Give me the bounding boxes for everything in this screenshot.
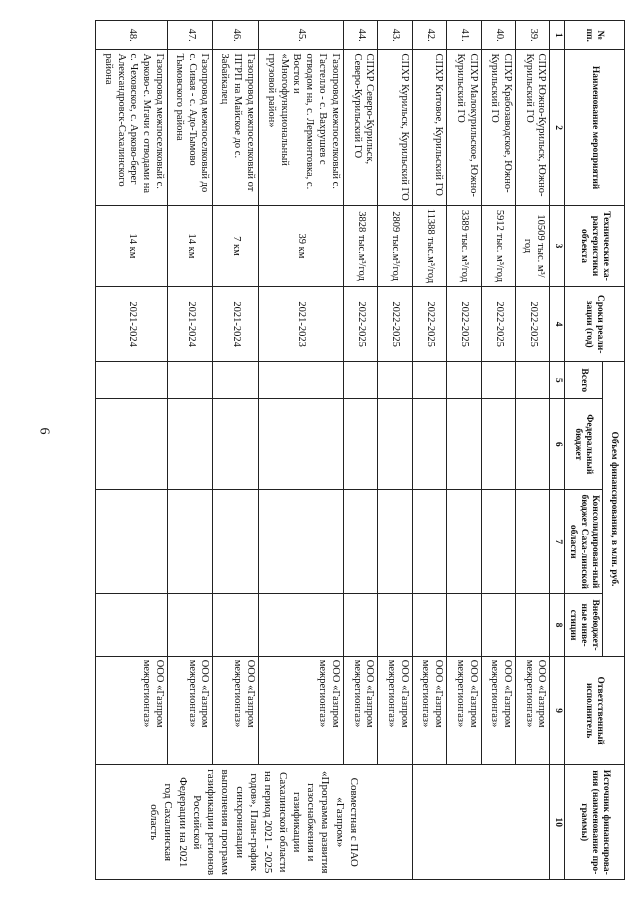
row-total xyxy=(516,362,550,399)
col-number: 7 xyxy=(550,490,565,594)
row-consolidated xyxy=(516,490,550,594)
col-number: 8 xyxy=(550,594,565,656)
row-name: СПХР Южно-Курильск, Южно-Курильский ГО xyxy=(516,50,550,205)
row-total xyxy=(481,362,515,399)
row-exec: ООО «Газпром межрегионгаз» xyxy=(258,656,343,765)
table-row xyxy=(412,21,446,880)
row-num: 41. xyxy=(447,21,481,50)
row-extra xyxy=(516,594,550,656)
table-row xyxy=(378,21,412,880)
row-consolidated xyxy=(481,490,515,594)
row-extra xyxy=(168,594,213,656)
header-name: Наименование мероприятий xyxy=(565,50,625,205)
header-executor: Ответственный исполнитель xyxy=(565,656,625,765)
row-total xyxy=(343,362,377,399)
row-term: 2022-2025 xyxy=(412,287,446,362)
row-fed xyxy=(168,399,213,490)
table-row xyxy=(516,21,550,880)
row-total xyxy=(213,362,258,399)
row-exec: ООО «Газпром межрегионгаз» xyxy=(412,656,446,765)
row-tech: 10509 тыс. м³/год xyxy=(516,205,550,287)
table-row xyxy=(343,21,377,880)
row-consolidated xyxy=(213,490,258,594)
rotated-table-wrapper xyxy=(95,20,625,880)
header-funding-group: Объем финансирования, в млн. руб. xyxy=(603,362,625,657)
col-number: 4 xyxy=(550,287,565,362)
header-num: № пп. xyxy=(565,21,625,50)
row-extra xyxy=(447,594,481,656)
row-exec: ООО «Газпром межрегионгаз» xyxy=(96,656,168,765)
header-total: Всего xyxy=(565,362,603,399)
col-number: 6 xyxy=(550,399,565,490)
row-consolidated xyxy=(447,490,481,594)
row-name: Газопровод межпоселковый с. Арково-с. Мгачи с отводами на с. Чеховское, с. Арково-берег Александровск-Сахалинского района xyxy=(96,50,168,205)
row-term: 2022-2025 xyxy=(481,287,515,362)
row-term: 2022-2025 xyxy=(343,287,377,362)
row-extra xyxy=(378,594,412,656)
row-consolidated xyxy=(343,490,377,594)
row-name: СПХР Малокурильское, Южно-Курильский ГО xyxy=(447,50,481,205)
row-exec: ООО «Газпром межрегионгаз» xyxy=(481,656,515,765)
row-fed xyxy=(378,399,412,490)
row-tech: 14 км xyxy=(96,205,168,287)
col-number: 3 xyxy=(550,205,565,287)
row-fed xyxy=(213,399,258,490)
table-row xyxy=(168,21,213,880)
row-tech: 7 км xyxy=(213,205,258,287)
table-row xyxy=(96,21,168,880)
row-term: 2022-2025 xyxy=(378,287,412,362)
row-name: Газопровод межпоселковый до с. Сивая - с. Адо-Тымово Тымовского района xyxy=(168,50,213,205)
row-extra xyxy=(213,594,258,656)
row-num: 47. xyxy=(168,21,213,50)
col-number: 1 xyxy=(550,21,565,50)
row-term: 2022-2025 xyxy=(447,287,481,362)
row-total xyxy=(412,362,446,399)
row-consolidated xyxy=(412,490,446,594)
row-tech: 5912 тыс. м³/год xyxy=(481,205,515,287)
row-exec: ООО «Газпром межрегионгаз» xyxy=(378,656,412,765)
row-tech: 2809 тыс.м³/год xyxy=(378,205,412,287)
row-name: СПХР Крабозаводское, Южно-Курильский ГО xyxy=(481,50,515,205)
row-exec: ООО «Газпром межрегионгаз» xyxy=(516,656,550,765)
header-tech: Технические ха-рактеристики объекта xyxy=(565,205,625,287)
col-number: 10 xyxy=(550,765,565,880)
row-extra xyxy=(343,594,377,656)
row-name: Газопровод межпоселковый с. Гастелло - с. Вахрушев с отводом на, с. Лермонтовка, с. Восток и «Многофункциональный грузовой район» xyxy=(258,50,343,205)
table-row xyxy=(481,21,515,880)
row-fed xyxy=(96,399,168,490)
table-row xyxy=(447,21,481,880)
row-name: Газопровод межпоселковый от ПГРП на Майское до с. Забайкалец xyxy=(213,50,258,205)
row-tech: 3389 тыс. м³/год xyxy=(447,205,481,287)
row-consolidated xyxy=(96,490,168,594)
row-exec: ООО «Газпром межрегионгаз» xyxy=(343,656,377,765)
row-total xyxy=(168,362,213,399)
row-num: 44. xyxy=(343,21,377,50)
page-number: 6 xyxy=(36,427,52,435)
row-term: 2021-2024 xyxy=(168,287,213,362)
row-exec: ООО «Газпром межрегионгаз» xyxy=(168,656,213,765)
row-extra xyxy=(412,594,446,656)
source-program: Совместная с ПАО «Газпром» «Программа развития газоснабжения и газификации Сахалинской области на период 2021 - 2025 годов», План-график синхронизации выполнения программ газификации регионов Российской Федерации на 2021 год Сахалинская область xyxy=(96,765,413,880)
row-fed xyxy=(516,399,550,490)
row-num: 48. xyxy=(96,21,168,50)
table-row xyxy=(213,21,258,880)
row-consolidated xyxy=(378,490,412,594)
col-number: 2 xyxy=(550,50,565,205)
row-term: 2021-2023 xyxy=(258,287,343,362)
row-fed xyxy=(481,399,515,490)
row-tech: 3828 тыс.м³/год xyxy=(343,205,377,287)
row-tech: 11388 тыс.м³/год xyxy=(412,205,446,287)
row-num: 40. xyxy=(481,21,515,50)
row-consolidated xyxy=(168,490,213,594)
row-tech: 39 км xyxy=(258,205,343,287)
row-consolidated xyxy=(258,490,343,594)
row-name: СПХР Северо-Курильск, Северо-Курильский ГО xyxy=(343,50,377,205)
row-name: СПХР Китовое, Курильский ГО xyxy=(412,50,446,205)
row-num: 39. xyxy=(516,21,550,50)
row-num: 42. xyxy=(412,21,446,50)
row-num: 46. xyxy=(213,21,258,50)
row-num: 43. xyxy=(378,21,412,50)
row-term: 2021-2024 xyxy=(213,287,258,362)
header-consolidated: Консолидирован-ный бюджет Саха-линской области xyxy=(565,490,603,594)
header-source: Источник финансирова-ния (наименование про-граммы) xyxy=(565,765,625,880)
col-number: 9 xyxy=(550,656,565,765)
header-extra: Внебюджет-ные инве-стиции xyxy=(565,594,603,656)
source-empty xyxy=(412,765,550,880)
row-extra xyxy=(481,594,515,656)
col-number: 5 xyxy=(550,362,565,399)
row-exec: ООО «Газпром межрегионгаз» xyxy=(213,656,258,765)
gasification-table xyxy=(95,20,625,880)
header-fed: Федеральный бюджет xyxy=(565,399,603,490)
row-fed xyxy=(258,399,343,490)
header-term: Сроки реали-зации (год) xyxy=(565,287,625,362)
row-term: 2022-2025 xyxy=(516,287,550,362)
row-tech: 14 км xyxy=(168,205,213,287)
row-extra xyxy=(96,594,168,656)
row-fed xyxy=(447,399,481,490)
row-total xyxy=(258,362,343,399)
row-fed xyxy=(412,399,446,490)
row-total xyxy=(447,362,481,399)
row-name: СПХР Курильск, Курильский ГО xyxy=(378,50,412,205)
row-exec: ООО «Газпром межрегионгаз» xyxy=(447,656,481,765)
row-num: 45. xyxy=(258,21,343,50)
row-total xyxy=(378,362,412,399)
row-total xyxy=(96,362,168,399)
row-term: 2021-2024 xyxy=(96,287,168,362)
table-row xyxy=(258,21,343,880)
row-extra xyxy=(258,594,343,656)
row-fed xyxy=(343,399,377,490)
